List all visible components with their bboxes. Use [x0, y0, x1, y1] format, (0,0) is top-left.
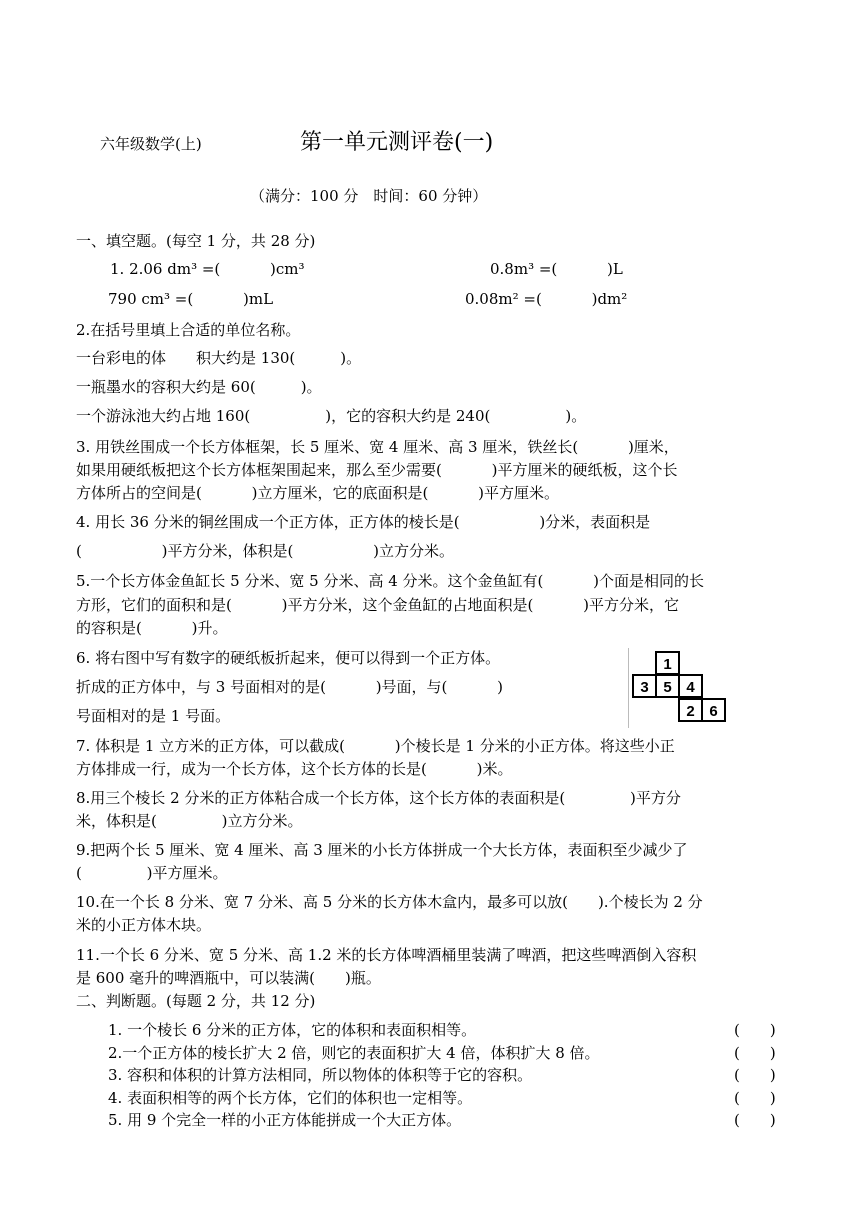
q1-a: 1. 2.06 dm³ =( )cm³	[110, 260, 305, 278]
section1-heading: 一、填空题。(每空 1 分，共 28 分)	[76, 232, 316, 250]
q3-line2: 如果用硬纸板把这个长方体框架围起来，那么至少需要( )平方厘米的硬纸板，这个长	[76, 461, 678, 479]
judge-bracket-2: ( )	[734, 1044, 776, 1062]
q11-line2: 是 600 毫升的啤酒瓶中，可以装满( )瓶。	[76, 969, 381, 987]
judge-bracket-5: ( )	[734, 1111, 776, 1129]
q8-line1: 8.用三个棱长 2 分米的正方体粘合成一个长方体，这个长方体的表面积是( )平方分	[76, 789, 681, 807]
q10-line2: 米的小正方体木块。	[76, 916, 212, 934]
q8-line2: 米，体积是( )立方分米。	[76, 812, 303, 830]
net-label-6: 6	[709, 703, 718, 720]
q7-line1: 7. 体积是 1 立方米的正方体，可以截成( )个棱长是 1 分米的小正方体。将这些小正	[76, 737, 675, 755]
net-label-3: 3	[640, 679, 649, 696]
q5-line2: 方形，它们的面积和是( )平方分米，这个金鱼缸的占地面积是( )平方分米，它	[76, 596, 679, 614]
judge-bracket-1: ( )	[734, 1021, 776, 1039]
page-title: 第一单元测评卷(一)	[300, 130, 494, 155]
q2-line2: 一瓶墨水的容积大约是 60( )。	[76, 378, 322, 396]
q2-line1: 一台彩电的体 积大约是 130( )。	[76, 349, 362, 367]
q4-line2: ( )平方分米，体积是( )立方分米。	[76, 542, 454, 560]
judge-item-3: 3. 容积和体积的计算方法相同，所以物体的体积等于它的容积。	[108, 1066, 533, 1084]
net-label-1: 1	[663, 656, 672, 673]
judge-item-1: 1. 一个棱长 6 分米的正方体，它的体积和表面积相等。	[108, 1021, 477, 1039]
q9-line2: ( )平方厘米。	[76, 864, 228, 882]
judge-bracket-3: ( )	[734, 1066, 776, 1084]
q5-line3: 的容积是( )升。	[76, 619, 228, 637]
q6-line1: 6. 将右图中写有数字的硬纸板折起来，便可以得到一个正方体。	[76, 649, 501, 667]
cube-net-diagram	[628, 648, 738, 728]
net-label-2: 2	[686, 703, 695, 720]
q11-line1: 11.一个长 6 分米、宽 5 分米、高 1.2 米的长方体啤酒桶里装满了啤酒，把这些啤酒倒入容积	[76, 946, 697, 964]
net-label-4: 4	[686, 679, 695, 696]
grade-label: 六年级数学(上)	[100, 135, 202, 153]
exam-meta: （满分：100 分 时间：60 分钟）	[250, 187, 488, 205]
q6-line2: 折成的正方体中，与 3 号面相对的是( )号面，与( )	[76, 678, 504, 696]
q7-line2: 方体排成一行，成为一个长方体，这个长方体的长是( )米。	[76, 760, 513, 778]
q10-line1: 10.在一个长 8 分米、宽 7 分米、高 5 分米的长方体木盒内，最多可以放( ).个棱长为 2 分	[76, 893, 703, 911]
net-label-5: 5	[663, 679, 672, 696]
q3-line1: 3. 用铁丝围成一个长方体框架，长 5 厘米、宽 4 厘米、高 3 厘米，铁丝长( )厘米，	[76, 438, 679, 456]
q4-line1: 4. 用长 36 分米的铜丝围成一个正方体，正方体的棱长是( )分米，表面积是	[76, 513, 651, 531]
judge-item-2: 2.一个正方体的棱长扩大 2 倍，则它的表面积扩大 4 倍，体积扩大 8 倍。	[108, 1044, 600, 1062]
q6-line3: 号面相对的是 1 号面。	[76, 707, 231, 725]
q2-line3: 一个游泳池大约占地 160( )，它的容积大约是 240( )。	[76, 407, 587, 425]
judge-item-5: 5. 用 9 个完全一样的小正方体能拼成一个大正方体。	[108, 1111, 462, 1129]
q5-line1: 5.一个长方体金鱼缸长 5 分米、宽 5 分米、高 4 分米。这个金鱼缸有( )个面是相同的长	[76, 572, 705, 590]
q1-d: 0.08m² =( )dm²	[465, 290, 628, 308]
judge-item-4: 4. 表面积相等的两个长方体，它们的体积也一定相等。	[108, 1089, 473, 1107]
q1-c: 790 cm³ =( )mL	[108, 290, 274, 308]
q3-line3: 方体所占的空间是( )立方厘米，它的底面积是( )平方厘米。	[76, 484, 559, 502]
section2-heading: 二、判断题。(每题 2 分，共 12 分)	[76, 992, 316, 1010]
judge-bracket-4: ( )	[734, 1089, 776, 1107]
q9-line1: 9.把两个长 5 厘米、宽 4 厘米、高 3 厘米的小长方体拼成一个大长方体，表面积至少减少了	[76, 841, 688, 859]
q1-b: 0.8m³ =( )L	[490, 260, 623, 278]
q2-title: 2.在括号里填上合适的单位名称。	[76, 321, 301, 339]
